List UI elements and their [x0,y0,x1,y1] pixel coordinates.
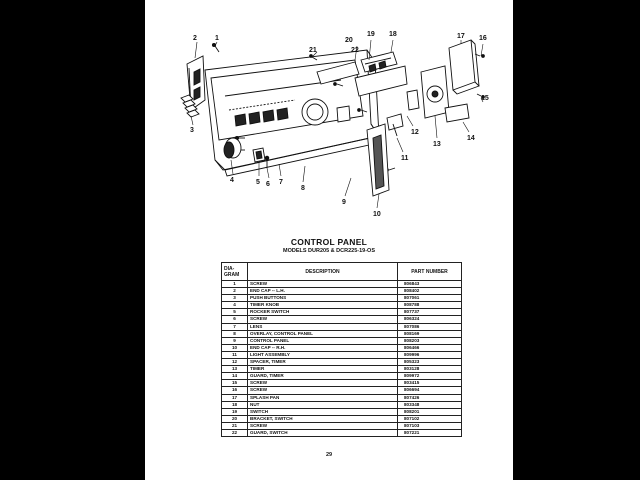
row-description: SCREW [248,380,398,387]
table-row [222,309,462,316]
row-diagram-number: 11 [222,351,248,358]
row-description: SCREW [248,316,398,323]
row-diagram-number: 19 [222,408,248,415]
row-diagram-number: 14 [222,373,248,380]
table-row [222,316,462,323]
exploded-parts-diagram [145,0,513,232]
table-row [222,323,462,330]
row-description: END CAP -- R.H. [248,344,398,351]
table-row [222,422,462,429]
row-part-number: 807221 [398,429,462,436]
row-part-number: 803128 [398,366,462,373]
timer-knob-drawing [224,138,241,158]
callout-1: 1 [215,35,219,42]
table-header-row [222,263,462,281]
row-description: SPACER, TIMER [248,359,398,366]
row-description: TIMER KNOB [248,302,398,309]
row-diagram-number: 16 [222,387,248,394]
header-part-number: PART NUMBER [398,263,462,281]
table-row [222,344,462,351]
callout-5: 5 [256,179,260,186]
catalog-page [145,0,513,480]
row-part-number: 807737 [398,309,462,316]
row-diagram-number: 2 [222,288,248,295]
callout-7: 7 [279,179,283,186]
row-description: PUSH BUTTONS [248,295,398,302]
table-row [222,408,462,415]
row-description: TIMER [248,366,398,373]
row-diagram-number: 9 [222,337,248,344]
row-part-number: 803415 [398,380,462,387]
row-diagram-number: 13 [222,366,248,373]
section-title: CONTROL PANEL [290,237,368,247]
row-part-number: 807086 [398,323,462,330]
row-description: GUARD, SWITCH [248,429,398,436]
row-part-number: 806324 [398,316,462,323]
callout-16: 16 [479,35,487,42]
callout-21: 21 [309,47,317,54]
table-row [222,415,462,422]
row-part-number: 808788 [398,302,462,309]
callout-12: 12 [411,129,419,136]
row-part-number: 806466 [398,344,462,351]
row-part-number: 807061 [398,295,462,302]
callout-20: 20 [345,37,353,44]
splash-pan-drawing [449,40,479,94]
table-row [222,337,462,344]
callout-17: 17 [457,33,465,40]
row-part-number: 809972 [398,373,462,380]
row-diagram-number: 17 [222,394,248,401]
end-cap-rh-drawing [367,124,389,196]
callout-4: 4 [230,177,234,184]
row-description: SPLASH PAN [248,394,398,401]
row-description: LENS [248,323,398,330]
table-row [222,295,462,302]
table-row [222,373,462,380]
row-description: GUARD, TIMER [248,373,398,380]
row-diagram-number: 12 [222,359,248,366]
callout-2: 2 [193,35,197,42]
row-part-number: 807426 [398,394,462,401]
callout-11: 11 [401,155,409,162]
table-row [222,359,462,366]
table-row [222,429,462,436]
row-part-number: 808402 [398,288,462,295]
callout-6: 6 [266,181,270,188]
row-description: SCREW [248,281,398,288]
row-diagram-number: 5 [222,309,248,316]
row-description: SCREW [248,387,398,394]
table-row [222,302,462,309]
row-diagram-number: 15 [222,380,248,387]
table-row [222,366,462,373]
row-part-number: 808169 [398,330,462,337]
row-part-number: 803348 [398,401,462,408]
row-diagram-number: 10 [222,344,248,351]
callout-9: 9 [342,199,346,206]
callout-3: 3 [190,127,194,134]
table-row [222,351,462,358]
table-row [222,330,462,337]
row-diagram-number: 20 [222,415,248,422]
parts-table [221,262,462,437]
row-diagram-number: 4 [222,302,248,309]
row-description: SCREW [248,422,398,429]
row-part-number: 806694 [398,387,462,394]
table-row [222,281,462,288]
row-description: END CAP -- L.H. [248,288,398,295]
row-diagram-number: 8 [222,330,248,337]
table-row [222,380,462,387]
callout-18: 18 [389,31,397,38]
row-diagram-number: 6 [222,316,248,323]
row-part-number: 807103 [398,422,462,429]
callout-19: 19 [367,31,375,38]
row-description: NUT [248,401,398,408]
row-part-number: 806843 [398,281,462,288]
callout-13: 13 [433,141,441,148]
header-description: DESCRIPTION [248,263,398,281]
table-row [222,288,462,295]
table-row [222,387,462,394]
row-description: LIGHT ASSEMBLY [248,351,398,358]
row-description: BRACKET, SWITCH [248,415,398,422]
row-diagram-number: 18 [222,401,248,408]
row-diagram-number: 7 [222,323,248,330]
table-row [222,394,462,401]
callout-8: 8 [301,185,305,192]
callout-22: 22 [351,47,359,54]
row-part-number: 809996 [398,351,462,358]
row-diagram-number: 3 [222,295,248,302]
page-number: 29 [325,452,333,458]
row-diagram-number: 1 [222,281,248,288]
row-description: OVERLAY, CONTROL PANEL [248,330,398,337]
models-subtitle: MODELS DUR205 & DCR225-19-OS [283,248,375,254]
row-part-number: 808201 [398,408,462,415]
callout-15: 15 [481,95,489,102]
callout-10: 10 [373,211,381,218]
row-diagram-number: 21 [222,422,248,429]
table-row [222,401,462,408]
light-assembly-drawing [387,114,403,136]
row-part-number: 805323 [398,359,462,366]
row-description: CONTROL PANEL [248,337,398,344]
row-part-number: 808203 [398,337,462,344]
rocker-switch-drawing [253,148,265,162]
callout-14: 14 [467,135,475,142]
header-diagram: DIA- GRAM [222,263,248,281]
row-description: ROCKER SWITCH [248,309,398,316]
row-diagram-number: 22 [222,429,248,436]
row-part-number: 807102 [398,415,462,422]
row-description: SWITCH [248,408,398,415]
